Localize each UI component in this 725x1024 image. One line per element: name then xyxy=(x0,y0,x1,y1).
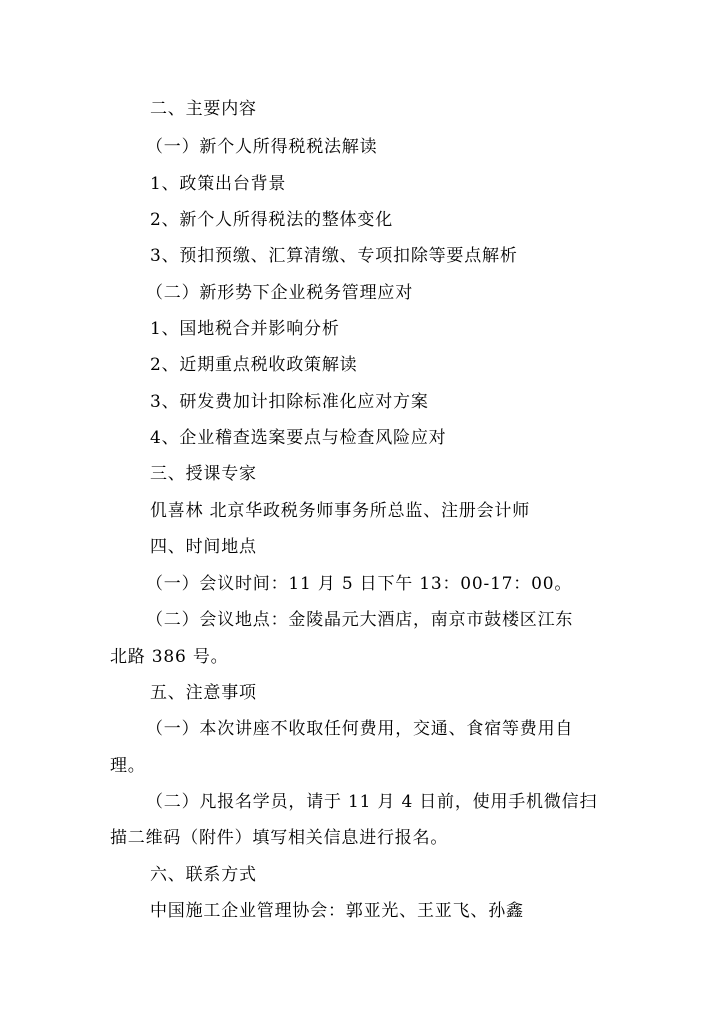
meeting-place-line1: （二）会议地点：金陵晶元大酒店，南京市鼓楼区江东 xyxy=(146,610,574,630)
section-heading-time-place: 四、时间地点 xyxy=(150,537,257,557)
meeting-place-line2: 北路 386 号。 xyxy=(110,647,229,667)
section-heading-contact: 六、联系方式 xyxy=(150,865,257,885)
section-heading-main-content: 二、主要内容 xyxy=(150,99,257,119)
meeting-time: （一）会议时间：11 月 5 日下午 13：00-17：00。 xyxy=(146,574,573,594)
section-heading-lecturer: 三、授课专家 xyxy=(150,464,257,484)
note-item-1-line1: （一）本次讲座不收取任何费用，交通、食宿等费用自 xyxy=(146,719,574,739)
list-item: 3、研发费加计扣除标准化应对方案 xyxy=(150,392,429,412)
list-item: 3、预扣预缴、汇算清缴、专项扣除等要点解析 xyxy=(150,246,518,266)
list-item: 1、国地税合并影响分析 xyxy=(150,319,340,339)
contact-info: 中国施工企业管理协会：郭亚光、王亚飞、孙鑫 xyxy=(150,901,524,921)
lecturer-info: 仉喜林 北京华政税务师事务所总监、注册会计师 xyxy=(150,501,531,521)
list-item: 2、新个人所得税法的整体变化 xyxy=(150,210,394,230)
note-item-2-line2: 描二维码（附件）填写相关信息进行报名。 xyxy=(110,828,449,848)
section-heading-notes: 五、注意事项 xyxy=(150,683,257,703)
note-item-2-line1: （二）凡报名学员，请于 11 月 4 日前，使用手机微信扫 xyxy=(146,792,598,812)
list-item: 1、政策出台背景 xyxy=(150,174,287,194)
list-item: 4、企业稽查选案要点与检查风险应对 xyxy=(150,428,447,448)
list-item: 2、近期重点税收政策解读 xyxy=(150,355,358,375)
note-item-1-line2: 理。 xyxy=(110,756,146,776)
subsection-heading-tax-law: （一）新个人所得税税法解读 xyxy=(146,137,378,157)
subsection-heading-tax-management: （二）新形势下企业税务管理应对 xyxy=(146,283,413,303)
